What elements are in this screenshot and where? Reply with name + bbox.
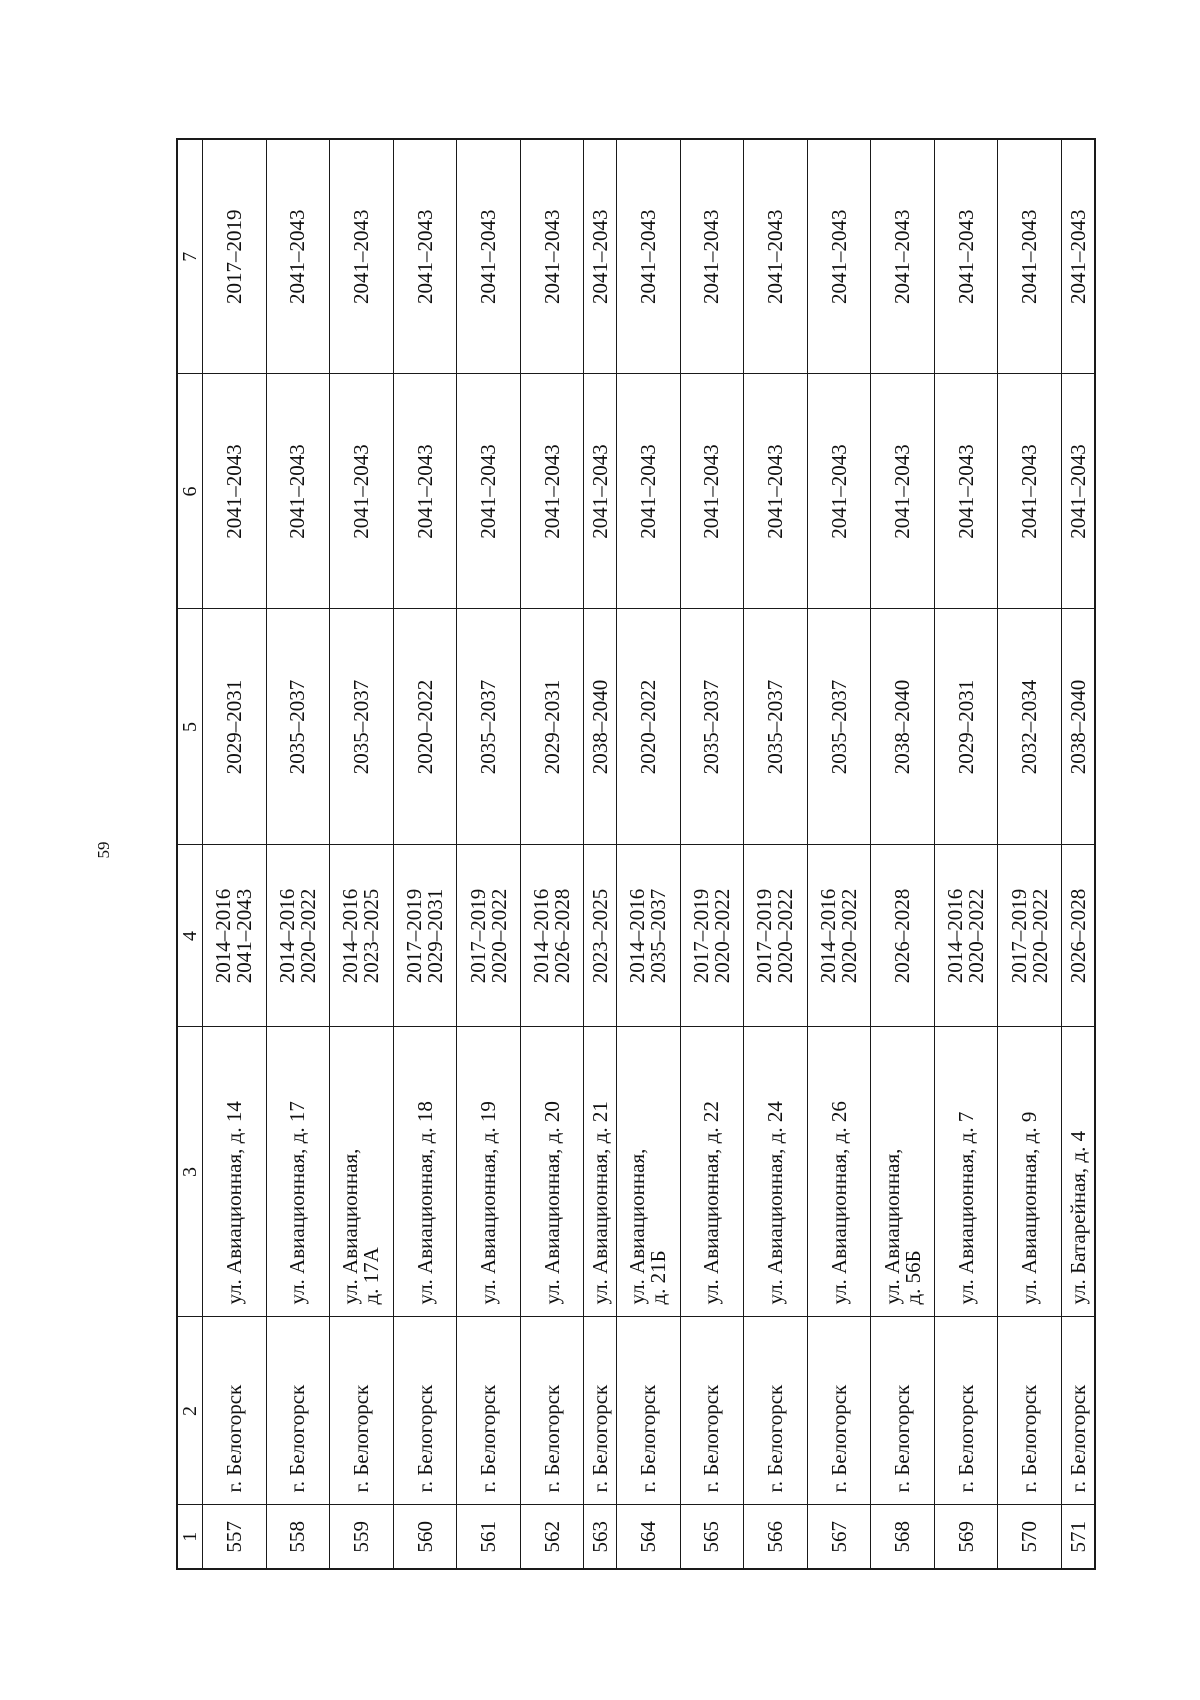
- city-cell: г. Белогорск: [330, 1317, 394, 1505]
- city-cell: г. Белогорск: [934, 1317, 998, 1505]
- period-col5-cell: 2038–2040: [871, 609, 935, 845]
- period-col6-cell: 2041–2043: [393, 374, 457, 609]
- city-cell: г. Белогорск: [393, 1317, 457, 1505]
- period-col7-cell: 2041–2043: [998, 139, 1062, 374]
- period-col5-cell: 2038–2040: [584, 609, 617, 845]
- address-cell-line: ул. Авиационная, д. 19: [476, 1101, 501, 1305]
- period-col7-cell: 2041–2043: [584, 139, 617, 374]
- address-cell-line: ул. Авиационная, д. 21: [587, 1101, 612, 1305]
- period-col6-cell: 2041–2043: [744, 374, 808, 609]
- period-col6-cell: 2041–2043: [330, 374, 394, 609]
- period-col4-cell: [1062, 845, 1095, 1027]
- address-cell-line: ул. Авиационная, д. 18: [412, 1101, 437, 1305]
- address-cell: [1062, 1027, 1095, 1317]
- address-cell: [617, 1027, 681, 1317]
- period-col4-cell-line: 2017–2019: [688, 888, 713, 984]
- period-col7-cell: 2017–2019: [203, 139, 267, 374]
- period-col6-cell: 2041–2043: [807, 374, 871, 609]
- period-col5-cell: 2038–2040: [1062, 609, 1095, 845]
- period-col6-cell: 2041–2043: [617, 374, 681, 609]
- table-row: [203, 139, 267, 1569]
- period-col4-cell-line: 2014–2016: [529, 888, 554, 984]
- period-col6-cell: 2041–2043: [203, 374, 267, 609]
- period-col4-cell-line: 2020–2022: [709, 888, 734, 984]
- period-col7-cell: 2041–2043: [520, 139, 584, 374]
- period-col5-cell: 2029–2031: [203, 609, 267, 845]
- header-cell-4: 4: [177, 845, 203, 1027]
- header-cell-1: 1: [177, 1505, 203, 1569]
- city-cell: г. Белогорск: [203, 1317, 267, 1505]
- table-row: [807, 139, 871, 1569]
- row-number-cell: 558: [266, 1505, 330, 1569]
- address-cell: [457, 1027, 521, 1317]
- period-col4-cell-line: 2020–2022: [486, 888, 511, 984]
- address-cell-line: ул. Авиационная, д. 17: [285, 1101, 310, 1305]
- period-col4-cell-line: 2014–2016: [211, 888, 236, 984]
- address-cell: [393, 1027, 457, 1317]
- period-col6-cell: 2041–2043: [871, 374, 935, 609]
- address-cell-line: ул. Авиационная, д. 7: [953, 1111, 978, 1305]
- table-row: [998, 139, 1062, 1569]
- city-cell: г. Белогорск: [744, 1317, 808, 1505]
- header-cell-7: 7: [177, 139, 203, 374]
- period-col4-cell-line: 2020–2022: [837, 888, 862, 984]
- period-col7-cell: 2041–2043: [807, 139, 871, 374]
- row-number-cell: 560: [393, 1505, 457, 1569]
- address-cell-line: ул. Авиационная, д. 9: [1017, 1111, 1042, 1305]
- address-cell-line: д. 21Б: [646, 1250, 671, 1305]
- period-col5-cell: 2035–2037: [457, 609, 521, 845]
- city-cell: г. Белогорск: [998, 1317, 1062, 1505]
- period-col4-cell: [520, 845, 584, 1027]
- address-cell-line: ул. Батарейная, д. 4: [1065, 1130, 1090, 1305]
- period-col4-cell: [807, 845, 871, 1027]
- row-number-cell: 559: [330, 1505, 394, 1569]
- period-col5-cell: 2035–2037: [744, 609, 808, 845]
- city-cell: г. Белогорск: [680, 1317, 744, 1505]
- address-cell: [680, 1027, 744, 1317]
- city-cell: г. Белогорск: [457, 1317, 521, 1505]
- row-number-cell: 561: [457, 1505, 521, 1569]
- address-cell-line: ул. Авиационная,: [625, 1148, 650, 1305]
- address-cell: [330, 1027, 394, 1317]
- city-cell: г. Белогорск: [617, 1317, 681, 1505]
- period-col4-cell: [393, 845, 457, 1027]
- period-col5-cell: 2035–2037: [266, 609, 330, 845]
- address-cell-line: ул. Авиационная, д. 20: [539, 1101, 564, 1305]
- city-cell: г. Белогорск: [1062, 1317, 1095, 1505]
- period-col6-cell: 2041–2043: [457, 374, 521, 609]
- table-row: [934, 139, 998, 1569]
- address-cell: [584, 1027, 617, 1317]
- period-col4-cell-line: 2026–2028: [550, 888, 575, 984]
- period-col4-cell: [457, 845, 521, 1027]
- row-number-cell: 562: [520, 1505, 584, 1569]
- city-cell: г. Белогорск: [871, 1317, 935, 1505]
- period-col7-cell: 2041–2043: [744, 139, 808, 374]
- address-cell-line: ул. Авиационная,: [338, 1148, 363, 1305]
- row-number-cell: 569: [934, 1505, 998, 1569]
- period-col4-cell-line: 2017–2019: [465, 888, 490, 984]
- period-col6-cell: 2041–2043: [266, 374, 330, 609]
- city-cell: г. Белогорск: [266, 1317, 330, 1505]
- period-col5-cell: 2020–2022: [393, 609, 457, 845]
- period-col4-cell-line: 2020–2022: [964, 888, 989, 984]
- period-col7-cell: 2041–2043: [617, 139, 681, 374]
- period-col4-cell-line: 2020–2022: [773, 888, 798, 984]
- period-col4-cell: [934, 845, 998, 1027]
- address-cell-line: д. 56Б: [900, 1250, 925, 1305]
- period-col4-cell-line: 2020–2022: [295, 888, 320, 984]
- page-number: 59: [94, 841, 113, 859]
- period-col5-cell: 2032–2034: [998, 609, 1062, 845]
- period-col6-cell: 2041–2043: [584, 374, 617, 609]
- period-col4-cell-line: 2026–2028: [1065, 888, 1090, 984]
- period-col4-cell-line: 2023–2025: [359, 888, 384, 984]
- period-col4-cell-line: 2014–2016: [943, 888, 968, 984]
- period-col4-cell: [617, 845, 681, 1027]
- period-col4-cell-line: 2020–2022: [1027, 888, 1052, 984]
- row-number-cell: 568: [871, 1505, 935, 1569]
- period-col4-cell: [871, 845, 935, 1027]
- period-col4-cell-line: 2014–2016: [625, 888, 650, 984]
- period-col7-cell: 2041–2043: [330, 139, 394, 374]
- city-cell: г. Белогорск: [584, 1317, 617, 1505]
- period-col4-cell-line: 2017–2019: [1006, 888, 1031, 984]
- period-col4-cell: [744, 845, 808, 1027]
- period-col4-cell: [203, 845, 267, 1027]
- period-col5-cell: 2035–2037: [807, 609, 871, 845]
- header-cell-6: 6: [177, 374, 203, 609]
- period-col6-cell: 2041–2043: [680, 374, 744, 609]
- address-cell: [520, 1027, 584, 1317]
- table-row: [520, 139, 584, 1569]
- table-row: [266, 139, 330, 1569]
- table-row: [584, 139, 617, 1569]
- period-col4-cell-line: 2026–2028: [890, 888, 915, 984]
- table-row: [393, 139, 457, 1569]
- period-col4-cell: [584, 845, 617, 1027]
- row-number-cell: 557: [203, 1505, 267, 1569]
- period-col5-cell: 2029–2031: [520, 609, 584, 845]
- rotated-table-container: [176, 140, 1096, 1570]
- period-col4-cell-line: 2014–2016: [338, 888, 363, 984]
- period-col7-cell: 2041–2043: [680, 139, 744, 374]
- period-col4-cell-line: 2035–2037: [646, 888, 671, 984]
- period-col7-cell: 2041–2043: [1062, 139, 1095, 374]
- address-cell: [998, 1027, 1062, 1317]
- period-col4-cell: [330, 845, 394, 1027]
- period-col7-cell: 2041–2043: [393, 139, 457, 374]
- row-number-cell: 565: [680, 1505, 744, 1569]
- row-number-cell: 564: [617, 1505, 681, 1569]
- period-col4-cell-line: 2017–2019: [402, 888, 427, 984]
- table-body: [203, 139, 1096, 1569]
- address-cell-line: ул. Авиационная,: [879, 1148, 904, 1305]
- period-col6-cell: 2041–2043: [998, 374, 1062, 609]
- address-cell-line: д. 17А: [359, 1247, 384, 1305]
- address-cell: [203, 1027, 267, 1317]
- row-number-cell: 570: [998, 1505, 1062, 1569]
- schedule-table: [176, 138, 1096, 1570]
- table-row: [680, 139, 744, 1569]
- period-col4-cell-line: 2014–2016: [274, 888, 299, 984]
- period-col5-cell: 2029–2031: [934, 609, 998, 845]
- period-col5-cell: 2020–2022: [617, 609, 681, 845]
- period-col6-cell: 2041–2043: [520, 374, 584, 609]
- header-cell-2: 2: [177, 1317, 203, 1505]
- period-col7-cell: 2041–2043: [934, 139, 998, 374]
- address-cell: [871, 1027, 935, 1317]
- address-cell-line: ул. Авиационная, д. 24: [762, 1101, 787, 1305]
- period-col4-cell-line: 2014–2016: [816, 888, 841, 984]
- row-number-cell: 567: [807, 1505, 871, 1569]
- period-col6-cell: 2041–2043: [1062, 374, 1095, 609]
- period-col7-cell: 2041–2043: [457, 139, 521, 374]
- address-cell: [744, 1027, 808, 1317]
- address-cell: [807, 1027, 871, 1317]
- row-number-cell: 563: [584, 1505, 617, 1569]
- address-cell-line: ул. Авиационная, д. 26: [826, 1101, 851, 1305]
- period-col5-cell: 2035–2037: [680, 609, 744, 845]
- period-col4-cell: [680, 845, 744, 1027]
- period-col4-cell: [998, 845, 1062, 1027]
- address-cell: [266, 1027, 330, 1317]
- header-row: [177, 139, 203, 1569]
- row-number-cell: 571: [1062, 1505, 1095, 1569]
- table-row: [1062, 139, 1095, 1569]
- period-col6-cell: 2041–2043: [934, 374, 998, 609]
- header-cell-5: 5: [177, 609, 203, 845]
- city-cell: г. Белогорск: [807, 1317, 871, 1505]
- period-col4-cell-line: 2029–2031: [423, 888, 448, 984]
- row-number-cell: 566: [744, 1505, 808, 1569]
- period-col7-cell: 2041–2043: [266, 139, 330, 374]
- table-row: [871, 139, 935, 1569]
- table-row: [457, 139, 521, 1569]
- city-cell: г. Белогорск: [520, 1317, 584, 1505]
- period-col4-cell-line: 2017–2019: [752, 888, 777, 984]
- period-col4-cell: [266, 845, 330, 1027]
- address-cell-line: ул. Авиационная, д. 14: [221, 1101, 246, 1305]
- period-col5-cell: 2035–2037: [330, 609, 394, 845]
- address-cell-line: ул. Авиационная, д. 22: [699, 1101, 724, 1305]
- period-col4-cell-line: 2041–2043: [232, 888, 257, 984]
- table-row: [617, 139, 681, 1569]
- table-row: [330, 139, 394, 1569]
- period-col7-cell: 2041–2043: [871, 139, 935, 374]
- table-row: [744, 139, 808, 1569]
- address-cell: [934, 1027, 998, 1317]
- header-cell-3: 3: [177, 1027, 203, 1317]
- period-col4-cell-line: 2023–2025: [587, 888, 612, 984]
